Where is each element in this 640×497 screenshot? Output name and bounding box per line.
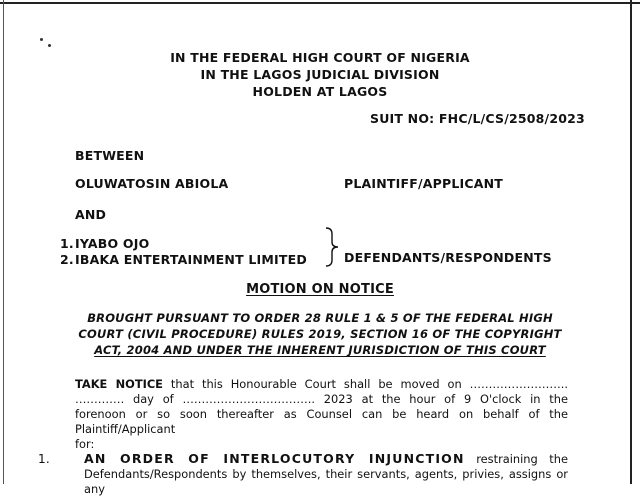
scan-speck <box>40 38 43 41</box>
court-line-3: HOLDEN AT LAGOS <box>252 84 388 99</box>
defendants-role: DEFENDANTS/RESPONDENTS <box>344 250 552 265</box>
notice-line-1: that this Honourable Court shall be moved on …………………….. <box>170 377 569 391</box>
court-line-1: IN THE FEDERAL HIGH COURT OF NIGERIA <box>170 50 470 65</box>
court-line-2: IN THE LAGOS JUDICIAL DIVISION <box>200 67 440 82</box>
brought-line-2: COURT (CIVIL PROCEDURE) RULES 2019, SECTION 16 OF THE COPYRIGHT <box>78 327 562 341</box>
suit-number: SUIT NO: FHC/L/CS/2508/2023 <box>370 111 585 126</box>
notice-line-4: for: <box>75 437 95 451</box>
order-1-paragraph <box>84 451 568 497</box>
defendant-1-number: 1. <box>60 236 74 251</box>
plaintiff-role: PLAINTIFF/APPLICANT <box>344 176 503 191</box>
order-1-lead-rest: restraining the <box>476 452 568 466</box>
motion-title: MOTION ON NOTICE <box>246 282 394 297</box>
order-1-line-2: Defendants/Respondents by themselves, their servants, agents, privies, assigns or any <box>84 467 568 496</box>
between-label: BETWEEN <box>75 148 145 163</box>
defendant-2-number: 2. <box>60 252 74 267</box>
order-1-number: 1. <box>38 452 50 466</box>
brought-line-3: ACT, 2004 AND UNDER THE INHERENT JURISDICTION OF THIS COURT <box>94 343 546 357</box>
order-1-lead: AN ORDER OF INTERLOCUTORY INJUNCTION <box>84 451 465 466</box>
notice-line-2: …………. day of …………………………….. 2023 at the hour of 9 O'clock in the <box>75 392 568 406</box>
defendant-1-name: IYABO OJO <box>75 236 150 251</box>
and-label: AND <box>75 207 107 222</box>
defendant-2-name: IBAKA ENTERTAINMENT LIMITED <box>75 252 307 267</box>
page-top-edge <box>0 2 640 4</box>
brought-line-1: BROUGHT PURSUANT TO ORDER 28 RULE 1 & 5 OF THE FEDERAL HIGH <box>87 311 553 325</box>
notice-paragraph <box>75 377 568 452</box>
plaintiff-name: OLUWATOSIN ABIOLA <box>75 176 229 191</box>
notice-line-3: forenoon or so soon thereafter as Counsel can be heard on behalf of the Plaintiff/Applicant <box>75 407 568 436</box>
curly-brace-icon <box>320 226 340 268</box>
take-notice-lead: TAKE NOTICE <box>75 377 163 391</box>
scan-speck <box>48 44 51 47</box>
